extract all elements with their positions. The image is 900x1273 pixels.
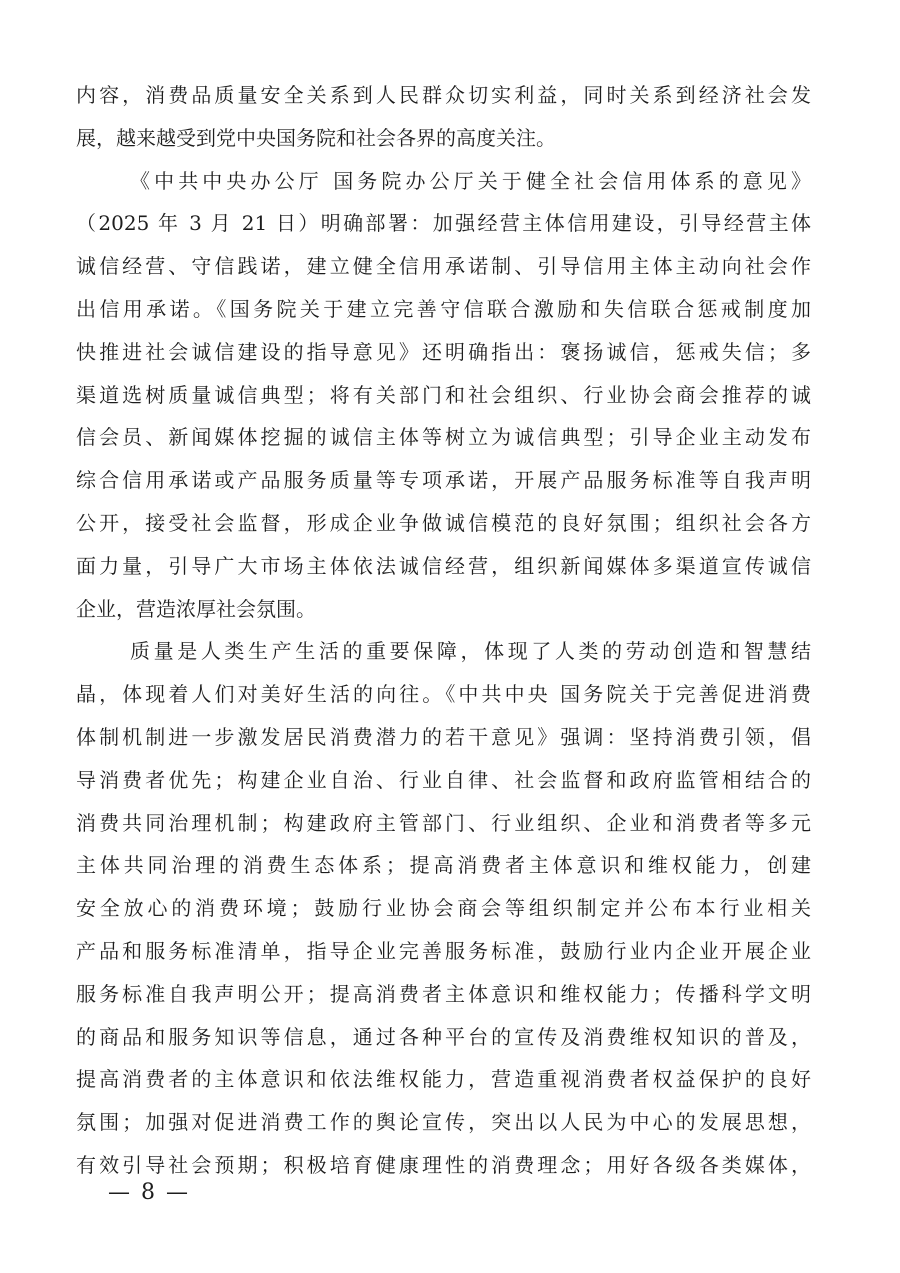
text-line: 安全放心的消费环境；鼓励行业协会商会等组织制定并公布本行业相关 <box>76 896 811 921</box>
text-line: 消费共同治理机制；构建政府主管部门、行业组织、企业和消费者等多元 <box>76 810 811 835</box>
text-line: 服务标准自我声明公开；提高消费者主体意识和维权能力；传播科学文明 <box>76 981 811 1006</box>
text-line: 提高消费者的主体意识和依法维权能力，营造重视消费者权益保护的良好 <box>76 1067 811 1092</box>
text-line: 内容，消费品质量安全关系到人民群众切实利益，同时关系到经济社会发 <box>76 83 811 107</box>
text-line: 导消费者优先；构建企业自治、行业自律、社会监督和政府监管相结合的 <box>76 767 811 792</box>
text-line: 主体共同治理的消费生态体系；提高消费者主体意识和维权能力，创建 <box>76 853 811 878</box>
text-line: 渠道选树质量诚信典型；将有关部门和社会组织、行业协会商会推荐的诚 <box>76 382 811 407</box>
text-line: （2025 年 3 月 21 日）明确部署：加强经营主体信用建设，引导经营主体 <box>76 211 811 236</box>
text-line: 公开，接受社会监督，形成企业争做诚信模范的良好氛围；组织社会各方 <box>76 510 811 535</box>
text-line: 质量是人类生产生活的重要保障，体现了人类的劳动创造和智慧结 <box>130 639 811 664</box>
text-line: 氛围；加强对促进消费工作的舆论宣传，突出以人民为中心的发展思想， <box>76 1110 811 1135</box>
text-line: 产品和服务标准清单，指导企业完善服务标准，鼓励行业内企业开展企业 <box>76 938 811 963</box>
text-line: 诚信经营、守信践诺，建立健全信用承诺制、引导信用主体主动向社会作 <box>76 254 811 279</box>
text-line: 信会员、新闻媒体挖掘的诚信主体等树立为诚信典型；引导企业主动发布 <box>76 425 811 450</box>
text-line: 晶，体现着人们对美好生活的向往。《中共中央 国务院关于完善促进消费 <box>76 682 811 707</box>
text-line: 综合信用承诺或产品服务质量等专项承诺，开展产品服务标准等自我声明 <box>76 468 811 493</box>
body-text <box>76 74 811 1187</box>
text-line: 展，越来越受到党中央国务院和社会各界的高度关注。 <box>76 125 556 150</box>
text-line: 《中共中央办公厅 国务院办公厅关于健全社会信用体系的意见》 <box>130 168 811 193</box>
text-line: 企业，营造浓厚社会氛围。 <box>76 596 316 621</box>
text-line: 快推进社会诚信建设的指导意见》还明确指出：褒扬诚信，惩戒失信；多 <box>76 339 811 364</box>
text-line: 的商品和服务知识等信息，通过各种平台的宣传及消费维权知识的普及， <box>76 1024 811 1049</box>
page-number: — 8 — <box>108 1180 190 1205</box>
text-line: 面力量，引导广大市场主体依法诚信经营，组织新闻媒体多渠道宣传诚信 <box>76 553 811 578</box>
text-line: 有效引导社会预期；积极培育健康理性的消费理念；用好各级各类媒体， <box>76 1152 811 1177</box>
text-line: 体制机制进一步激发居民消费潜力的若干意见》强调：坚持消费引领，倡 <box>76 724 811 749</box>
text-line: 出信用承诺。《国务院关于建立完善守信联合激励和失信联合惩戒制度加 <box>76 296 811 321</box>
